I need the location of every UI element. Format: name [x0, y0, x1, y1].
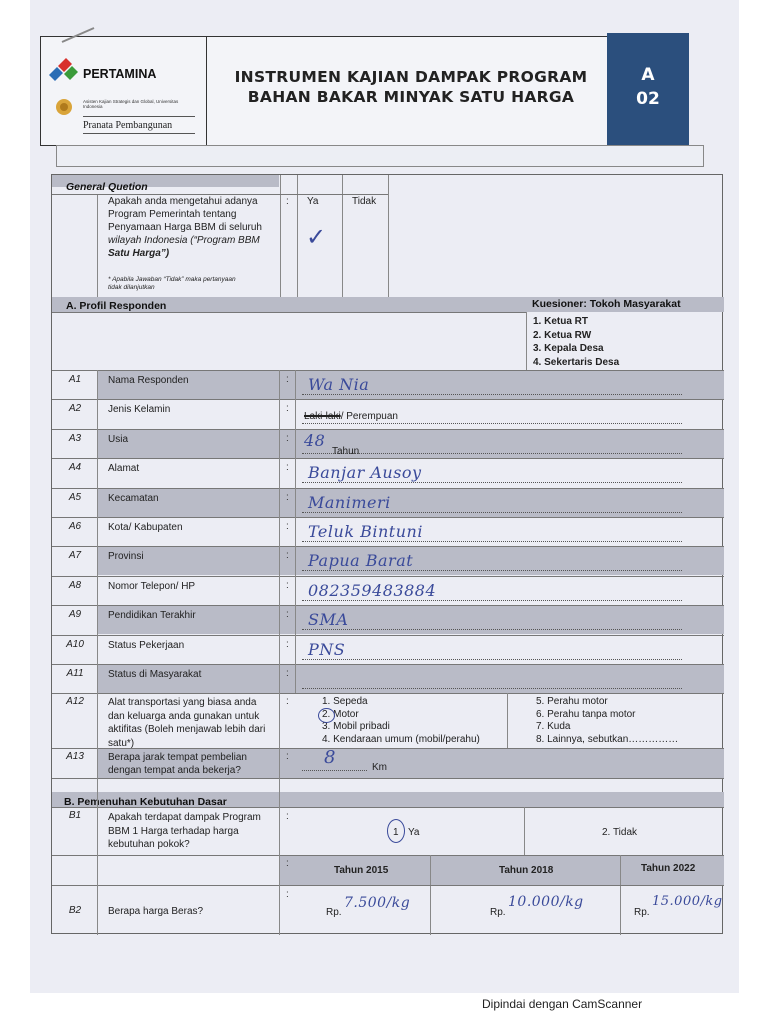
row-label: Alamat — [108, 463, 140, 474]
answer-a9: SMA — [308, 610, 349, 629]
answer-a6: Teluk Bintuni — [308, 522, 423, 541]
row-code: A4 — [68, 462, 82, 473]
row-label: Nama Responden — [108, 375, 189, 386]
year-2018-header: Tahun 2018 — [499, 865, 554, 876]
transport-options-right: 5. Perahu motor 6. Perahu tanpa motor 7. Kuda 8. Lainnya, sebutkan…………… — [536, 696, 679, 745]
a13-distance-value: 8 — [324, 747, 336, 768]
questionnaire-form: General Quetion : Ya Tidak Apakah anda mengetahui adanya Program Pemerintah tentang Penyamaan Harga BBM di seluruh wilayah Indonesia (“Program BBM Satu Harga”) * Apabila Jawaban “Tidak” maka pertanyaan tidak dilanjutkan ✓ A. Profil Responden Kuesioner: Tokoh Masyarakat 1. Ketua RT 2. Ketua RW 3. Kepala Desa 4. Sekertaris Desa A1 Nama Responden : Wa Nia A2 Jenis Kelamin : Laki-laki/ Perempuan A3 Usia : 48 Tahun A4 Alamat : Banjar Ausoy A5 Kecamatan : Manimeri A6 Kota/ Kabupaten : Teluk Bintuni A7 Provinsi : Papua Barat A8 Nomor Telepon/ HP : 082359483884 A9 Pendidikan Terakhir : SMA A10 Status Pekerjaan : PNS A11 Status di Masyarakat : A12 Alat transportasi yang biasa anda dan keluarga anda gunakan untuk aktifitas (Boleh menjawab lebih dari satu*) : 1. Sepeda 2. Motor 3. Mobil pribadi 4. Kendaraan umum (mobil/perahu) 5. Perahu motor 6. Perahu tanpa motor 7. Kuda 8. Lainnya, sebutkan…………… A13 Berapa jarak tempat pembelian dengan tempat anda bekerja? : 8 Km B. Pemenuhan Kebutuhan Dasar B1 Apakah terdapat dampak Program BBM 1 Harga terhadap harga kebutuhan pokok? : 1 Ya 2. Tidak : Tahun 2015 Tahun 2018 Tahun 2022 B2 Berapa harga Beras? : Rp. 7.500/kg Rp. 10.000/kg Rp. 15.000/kg — [51, 174, 723, 934]
row-code: A1 — [68, 374, 82, 385]
price-2018: 10.000/kg — [508, 894, 584, 910]
b1-yes-number: 1 — [393, 827, 399, 838]
brand-name: PERTAMINA — [83, 67, 157, 81]
row-code: A5 — [68, 492, 82, 503]
answer-a1: Wa Nia — [308, 375, 370, 394]
row-label: Jenis Kelamin — [108, 404, 171, 415]
header-strip — [56, 145, 704, 167]
row-label: Kota/ Kabupaten — [108, 522, 183, 533]
pertamina-logo-icon — [47, 57, 81, 83]
answer-a4: Banjar Ausoy — [308, 463, 422, 482]
row-code: A3 — [68, 433, 82, 444]
kuesioner-title: Kuesioner: Tokoh Masyarakat — [532, 298, 681, 310]
university-seal-icon — [51, 97, 77, 117]
motor-selected-circle — [318, 708, 335, 723]
row-label: Status Pekerjaan — [108, 640, 185, 651]
row-label: Pendidikan Terakhir — [108, 610, 196, 621]
row-code: A10 — [66, 639, 84, 650]
answer-a7: Papua Barat — [308, 551, 414, 570]
row-code: A6 — [68, 521, 82, 532]
row-code: A9 — [68, 609, 82, 620]
a13-label: Berapa jarak tempat pembelian dengan tempat anda bekerja? — [108, 752, 247, 776]
university-line: Asisten Kajian Strategis dan Global, Universitas Indonesia — [83, 99, 179, 109]
b1-no-label: 2. Tidak — [602, 827, 638, 838]
row-code: A8 — [68, 580, 82, 591]
price-2022: 15.000/kg — [652, 894, 723, 909]
form-header — [40, 36, 688, 146]
general-section-title: General Quetion — [66, 181, 148, 193]
answer-a10: PNS — [308, 640, 346, 659]
answer-a5: Manimeri — [308, 493, 391, 512]
profile-section-title: A. Profil Responden — [66, 300, 167, 312]
no-column-header: Tidak — [352, 196, 377, 207]
answer-a8: 082359483884 — [308, 581, 437, 600]
kuesioner-list: 1. Ketua RT 2. Ketua RW 3. Kepala Desa 4. Sekertaris Desa — [533, 316, 620, 368]
price-2015: 7.500/kg — [344, 895, 411, 911]
yes-column-header: Ya — [307, 196, 319, 207]
transport-options-left: 1. Sepeda 2. Motor 3. Mobil pribadi 4. Kendaraan umum (mobil/perahu) — [322, 696, 480, 745]
a13-unit: Km — [372, 762, 387, 773]
row-label: Provinsi — [108, 551, 144, 562]
b1-label: Apakah terdapat dampak Program BBM 1 Harga terhadap harga kebutuhan pokok? — [108, 812, 261, 850]
form-code-badge: A 02 — [607, 33, 689, 147]
row-code: A2 — [68, 403, 82, 414]
logo-block — [41, 37, 207, 145]
row-label: Kecamatan — [108, 493, 159, 504]
row-code: B2 — [68, 905, 82, 916]
gender-answer: Laki-laki/ Perempuan — [304, 411, 398, 422]
row-code: A13 — [66, 751, 84, 762]
row-code: A11 — [66, 668, 84, 679]
general-note: * Apabila Jawaban “Tidak” maka pertanyaan tidak dilanjutkan — [108, 276, 236, 291]
staple-icon — [60, 26, 100, 46]
row-label: Nomor Telepon/ HP — [108, 581, 196, 592]
row-label: Status di Masyarakat — [108, 669, 202, 680]
general-question: Apakah anda mengetahui adanya Program Pemerintah tentang Penyamaan Harga BBM di seluruh wilayah Indonesia (“Program BBM Satu Harga”) — [108, 196, 262, 259]
scanner-footer: Dipindai dengan CamScanner — [482, 997, 643, 1011]
year-2022-header: Tahun 2022 — [641, 863, 696, 874]
b1-yes-label: Ya — [408, 827, 420, 838]
year-2015-header: Tahun 2015 — [334, 865, 389, 876]
row-code: B1 — [68, 810, 82, 821]
row-label: Usia — [108, 434, 129, 445]
a12-label: Alat transportasi yang biasa anda dan keluarga anda gunakan untuk aktifitas (Boleh menjawab lebih dari satu*) — [108, 697, 266, 749]
b2-label: Berapa harga Beras? — [108, 906, 204, 917]
page-title: INSTRUMEN KAJIAN DAMPAK PROGRAM BAHAN BAKAR MINYAK SATU HARGA — [234, 68, 588, 106]
basic-needs-section-title: B. Pemenuhan Kebutuhan Dasar — [64, 796, 227, 808]
row-code: A7 — [68, 550, 82, 561]
pranata-text: Pranata Pembangunan — [83, 120, 173, 131]
row-code: A12 — [66, 696, 84, 707]
yes-checkmark: ✓ — [306, 223, 327, 251]
